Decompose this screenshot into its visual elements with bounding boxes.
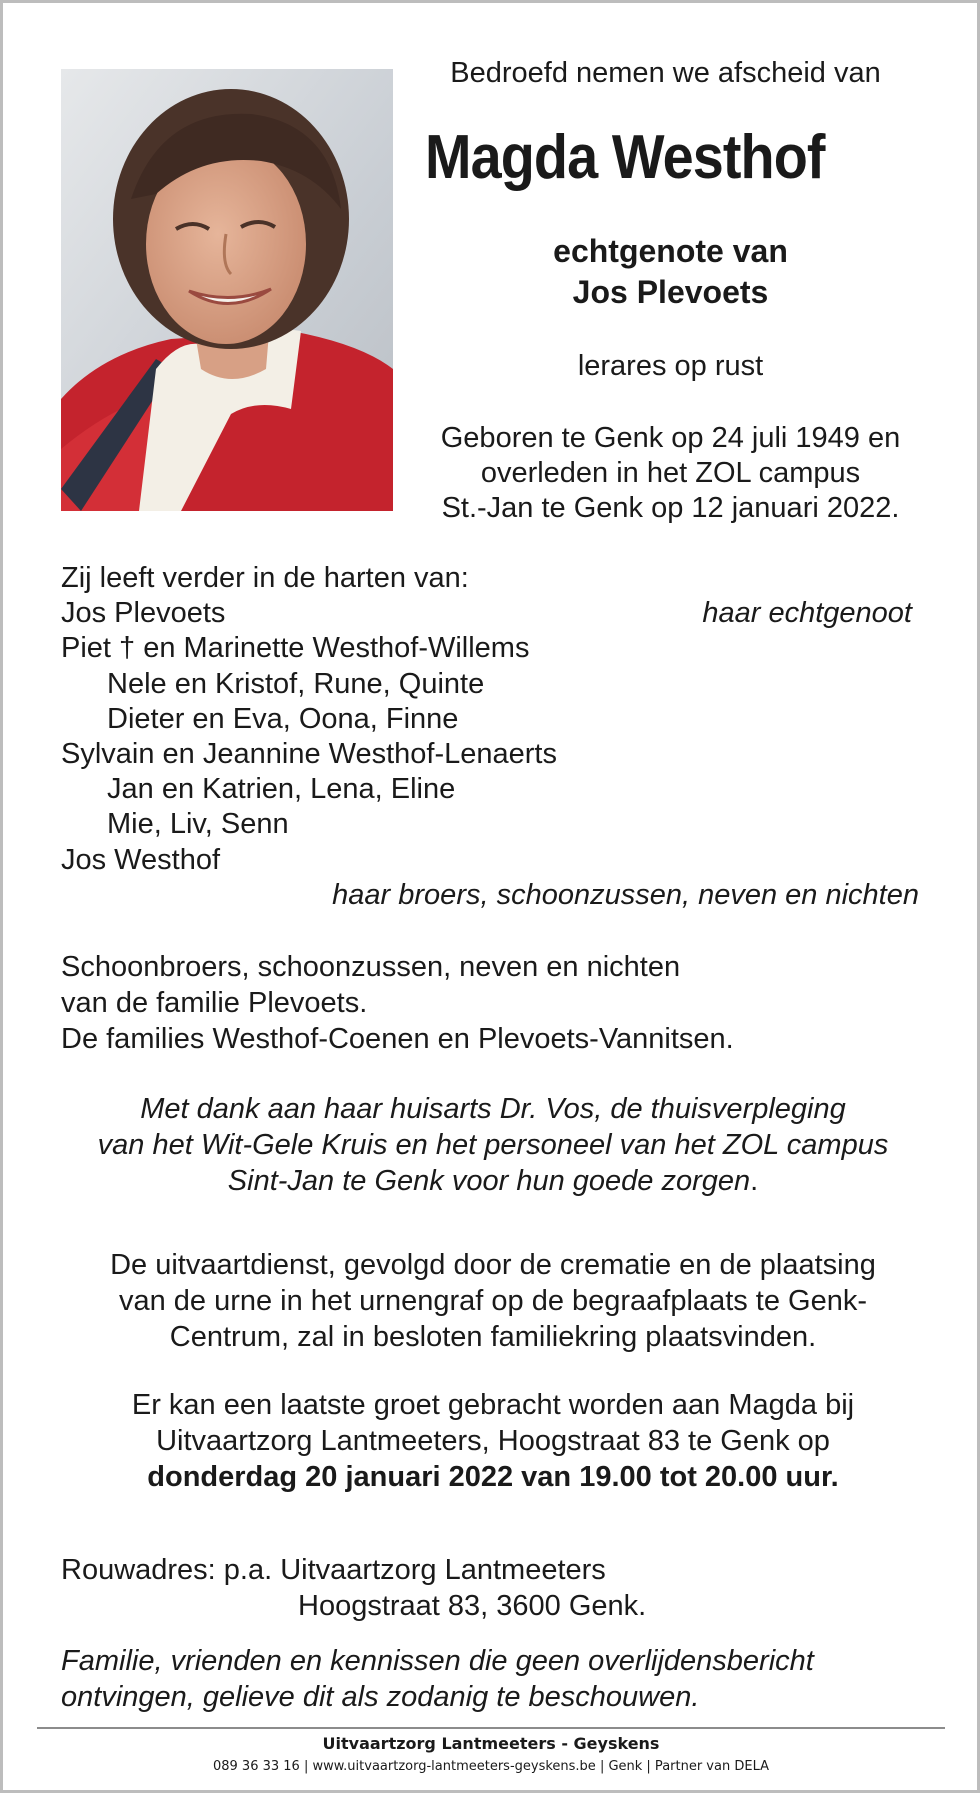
role-siblings: haar broers, schoonzussen, neven en nichten — [332, 879, 919, 911]
others-line-2: van de familie Plevoets. — [61, 987, 368, 1019]
role-spouse: haar echtgenoot — [702, 597, 912, 629]
family-list — [61, 561, 557, 878]
family-member: Nele en Kristof, Rune, Quinte — [107, 667, 485, 700]
family-member: Jan en Katrien, Lena, Eline — [107, 773, 456, 806]
family-member: Jos Westhof — [61, 843, 221, 876]
service-line-3: Centrum, zal in besloten familiekring plaatsvinden. — [169, 1321, 817, 1353]
born-line-3: St.-Jan te Genk op 12 januari 2022. — [441, 492, 900, 524]
visit-line-1: Er kan een laatste groet gebracht worden aan Magda bij — [131, 1389, 855, 1421]
others-line-3: De families Westhof-Coenen en Plevoets-Vannitsen. — [61, 1023, 734, 1055]
closing-line-2: ontvingen, gelieve dit als zodanig te beschouwen. — [61, 1681, 700, 1713]
thanks-line-2: van het Wit-Gele Kruis en het personeel van het ZOL campus — [97, 1129, 889, 1161]
address-line-1: Rouwadres: p.a. Uitvaartzorg Lantmeeters — [61, 1554, 606, 1586]
family-member: Piet † en Marinette Westhof-Willems — [61, 632, 530, 665]
address-line-2: Hoogstraat 83, 3600 Genk. — [298, 1590, 647, 1622]
thanks-line-3-period: . — [750, 1165, 759, 1197]
service-info — [43, 1247, 943, 1355]
family-member: Mie, Liv, Senn — [107, 808, 289, 841]
visit-line-2: Uitvaartzorg Lantmeeters, Hoogstraat 83 te Genk op — [156, 1425, 830, 1457]
others-line-1: Schoonbroers, schoonzussen, neven en nichten — [61, 951, 681, 983]
spouse-name: Jos Plevoets — [572, 274, 769, 310]
portrait-photo — [61, 69, 393, 511]
funeral-home-contact: 089 36 33 16 | www.uitvaartzorg-lantmeeters-geyskens.be | Genk | Partner van DELA — [212, 1759, 770, 1774]
funeral-home-name: Uitvaartzorg Lantmeeters - Geyskens — [322, 1734, 660, 1753]
spouse-block — [398, 231, 943, 313]
service-line-2: van de urne in het urnengraf op de begraafplaats te Genk- — [118, 1285, 868, 1317]
footer-divider — [37, 1727, 945, 1729]
born-line-2: overleden in het ZOL campus — [480, 457, 861, 489]
family-member: Dieter en Eva, Oona, Finne — [107, 702, 459, 735]
visit-datetime: donderdag 20 januari 2022 van 19.00 tot 20.00 uur. — [147, 1461, 839, 1493]
closing-note — [61, 1643, 814, 1715]
thanks-line-3 — [43, 1163, 943, 1199]
closing-line-1: Familie, vrienden en kennissen die geen overlijdensbericht — [61, 1645, 814, 1677]
family-intro: Zij leeft verder in de harten van: — [61, 562, 469, 594]
service-line-1: De uitvaartdienst, gevolgd door de crematie en de plaatsing — [110, 1249, 876, 1281]
other-relatives — [61, 949, 734, 1057]
thanks-line-3-text: Sint-Jan te Genk voor hun goede zorgen — [227, 1165, 751, 1197]
deceased-name: Magda Westhof — [425, 123, 825, 192]
family-member: Jos Plevoets — [61, 597, 226, 630]
spouse-label: echtgenote van — [553, 233, 788, 269]
visit-info — [43, 1387, 943, 1495]
intro-text: Bedroefd nemen we afscheid van — [450, 57, 881, 89]
thanks-line-1: Met dank aan haar huisarts Dr. Vos, de thuisverpleging — [140, 1093, 846, 1125]
occupation: lerares op rust — [577, 350, 764, 382]
mourning-address — [61, 1552, 646, 1624]
born-line-1: Geboren te Genk op 24 juli 1949 en — [440, 422, 901, 454]
family-member: Sylvain en Jeannine Westhof-Lenaerts — [61, 737, 557, 770]
birth-death-info — [398, 421, 943, 526]
thanks-note — [43, 1091, 943, 1199]
portrait-illustration — [61, 69, 393, 511]
